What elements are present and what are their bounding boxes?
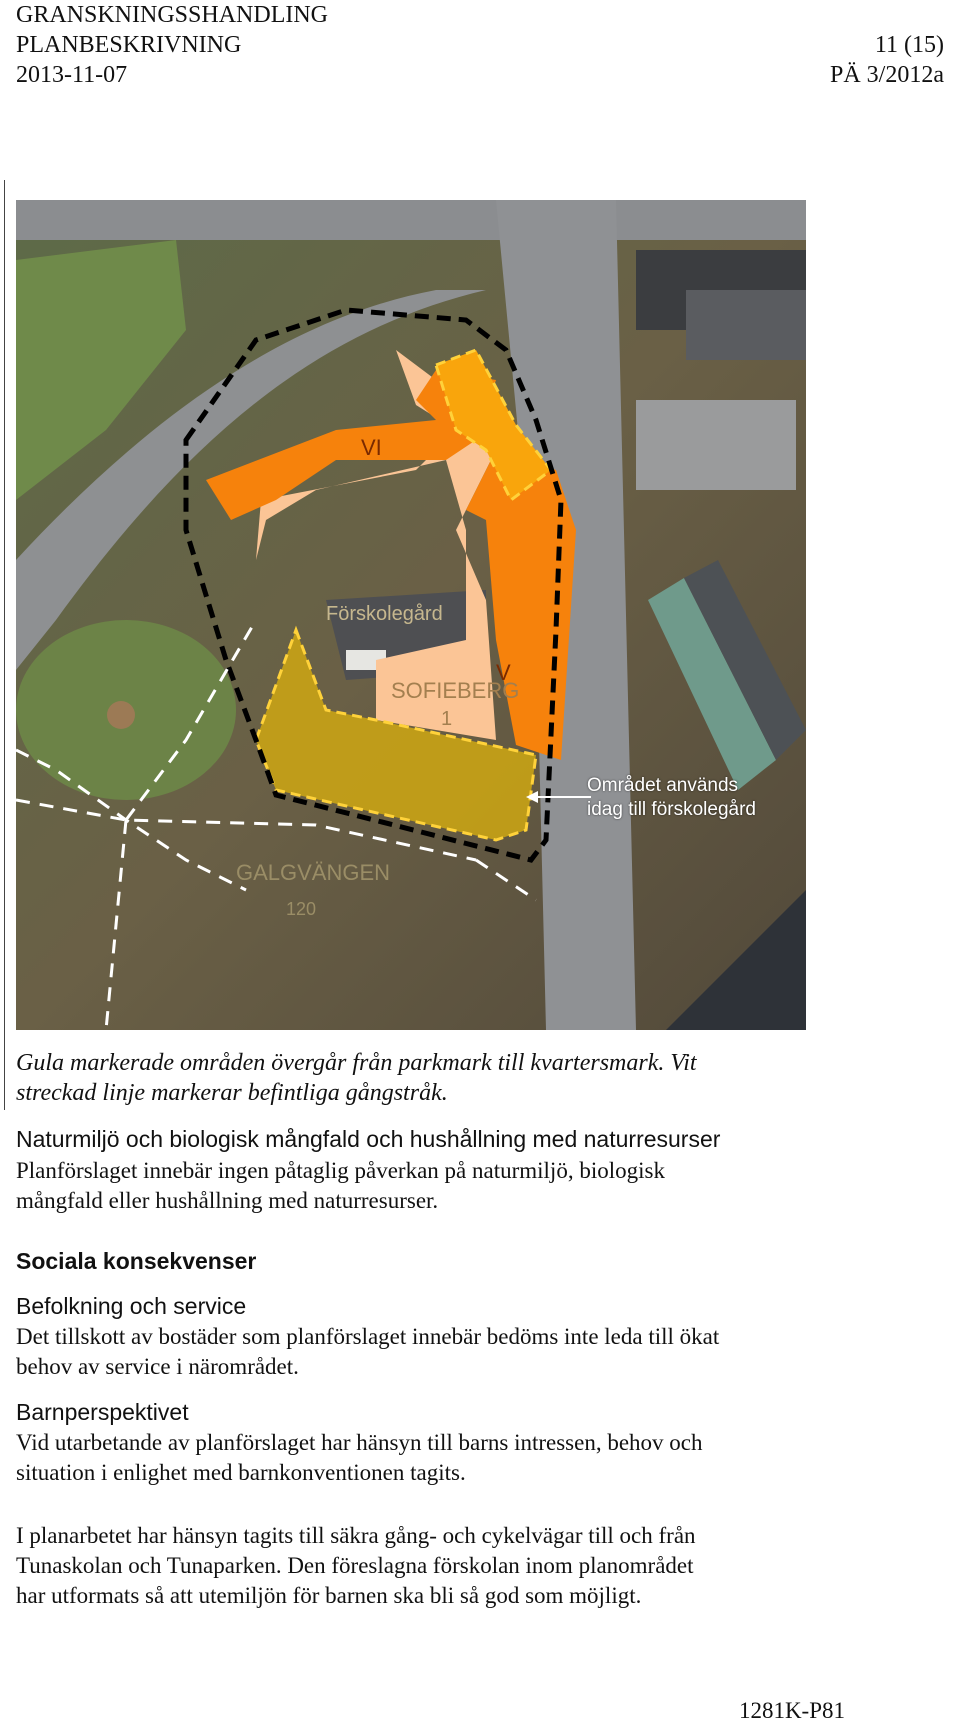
- zone-v-label: V: [496, 660, 511, 685]
- aerial-map-figure: [16, 200, 806, 1030]
- children-p1-line-1: Vid utarbetande av planförslaget har hänsyn till barns intressen, behov och: [16, 1430, 703, 1455]
- document-type: PLANBESKRIVNING: [16, 32, 242, 58]
- document-status: GRANSKNINGSSHANDLING: [16, 2, 329, 28]
- children-p1-line-2: situation i enlighet med barnkonventionen tagits.: [16, 1460, 466, 1485]
- sofieberg-number: 1: [441, 708, 453, 730]
- road-north: [16, 200, 806, 240]
- caption-line-1: Gula markerade områden övergår från parkmark till kvartersmark. Vit: [16, 1050, 697, 1076]
- margin-line: [4, 180, 5, 1110]
- page-number: 11 (15): [874, 32, 944, 58]
- heading-social: Sociala konsekvenser: [16, 1248, 257, 1274]
- nature-line-2: mångfald eller hushållning med naturresurser.: [16, 1188, 439, 1213]
- sofieberg-label: SOFIEBERG: [391, 678, 520, 703]
- park-circle: [107, 701, 135, 729]
- callout-line-2: idag till förskolegård: [587, 799, 756, 820]
- parking-lot: [636, 400, 796, 490]
- population-line-1: Det tillskott av bostäder som planförslaget innebär bedöms inte leda till ökat: [16, 1324, 720, 1349]
- building-ne-roof: [686, 290, 806, 360]
- document-header-right: [830, 30, 944, 90]
- children-p2-line-1: I planarbetet har hänsyn tagits till säkra gång- och cykelvägar till och från: [16, 1523, 696, 1548]
- galgvangen-label: GALGVÄNGEN: [236, 860, 391, 885]
- nature-line-1: Planförslaget innebär ingen påtaglig påverkan på naturmiljö, biologisk: [16, 1158, 665, 1183]
- caption-line-2: streckad linje markerar befintliga gångstråk.: [16, 1080, 448, 1106]
- document-date: 2013-11-07: [16, 62, 128, 88]
- children-paragraph-2: [16, 1521, 926, 1611]
- document-reference: PÄ 3/2012a: [830, 62, 944, 88]
- heading-nature: Naturmiljö och biologisk mångfald och hushållning med naturresurser: [16, 1126, 721, 1152]
- aerial-map: [16, 200, 806, 1030]
- children-p2-line-3: har utformats så att utemiljön för barnen ska bli så god som möjligt.: [16, 1583, 642, 1608]
- children-paragraph-1: [16, 1428, 926, 1488]
- heading-population: Befolkning och service: [16, 1293, 247, 1319]
- footer-code: 1281K-P81: [738, 1698, 845, 1723]
- figure-caption: [16, 1048, 916, 1108]
- zone-vi-label: VI: [361, 435, 382, 460]
- forskolegard-label: Förskolegård: [326, 603, 443, 625]
- number-120-label: 120: [286, 899, 317, 919]
- callout-line-1: Området används: [587, 775, 739, 796]
- population-paragraph: [16, 1322, 926, 1382]
- nature-paragraph: [16, 1156, 926, 1216]
- children-p2-line-2: Tunaskolan och Tunaparken. Den föreslagna förskolan inom planområdet: [16, 1553, 694, 1578]
- population-line-2: behov av service i närområdet.: [16, 1354, 299, 1379]
- document-header: [16, 0, 328, 90]
- heading-children: Barnperspektivet: [16, 1399, 189, 1425]
